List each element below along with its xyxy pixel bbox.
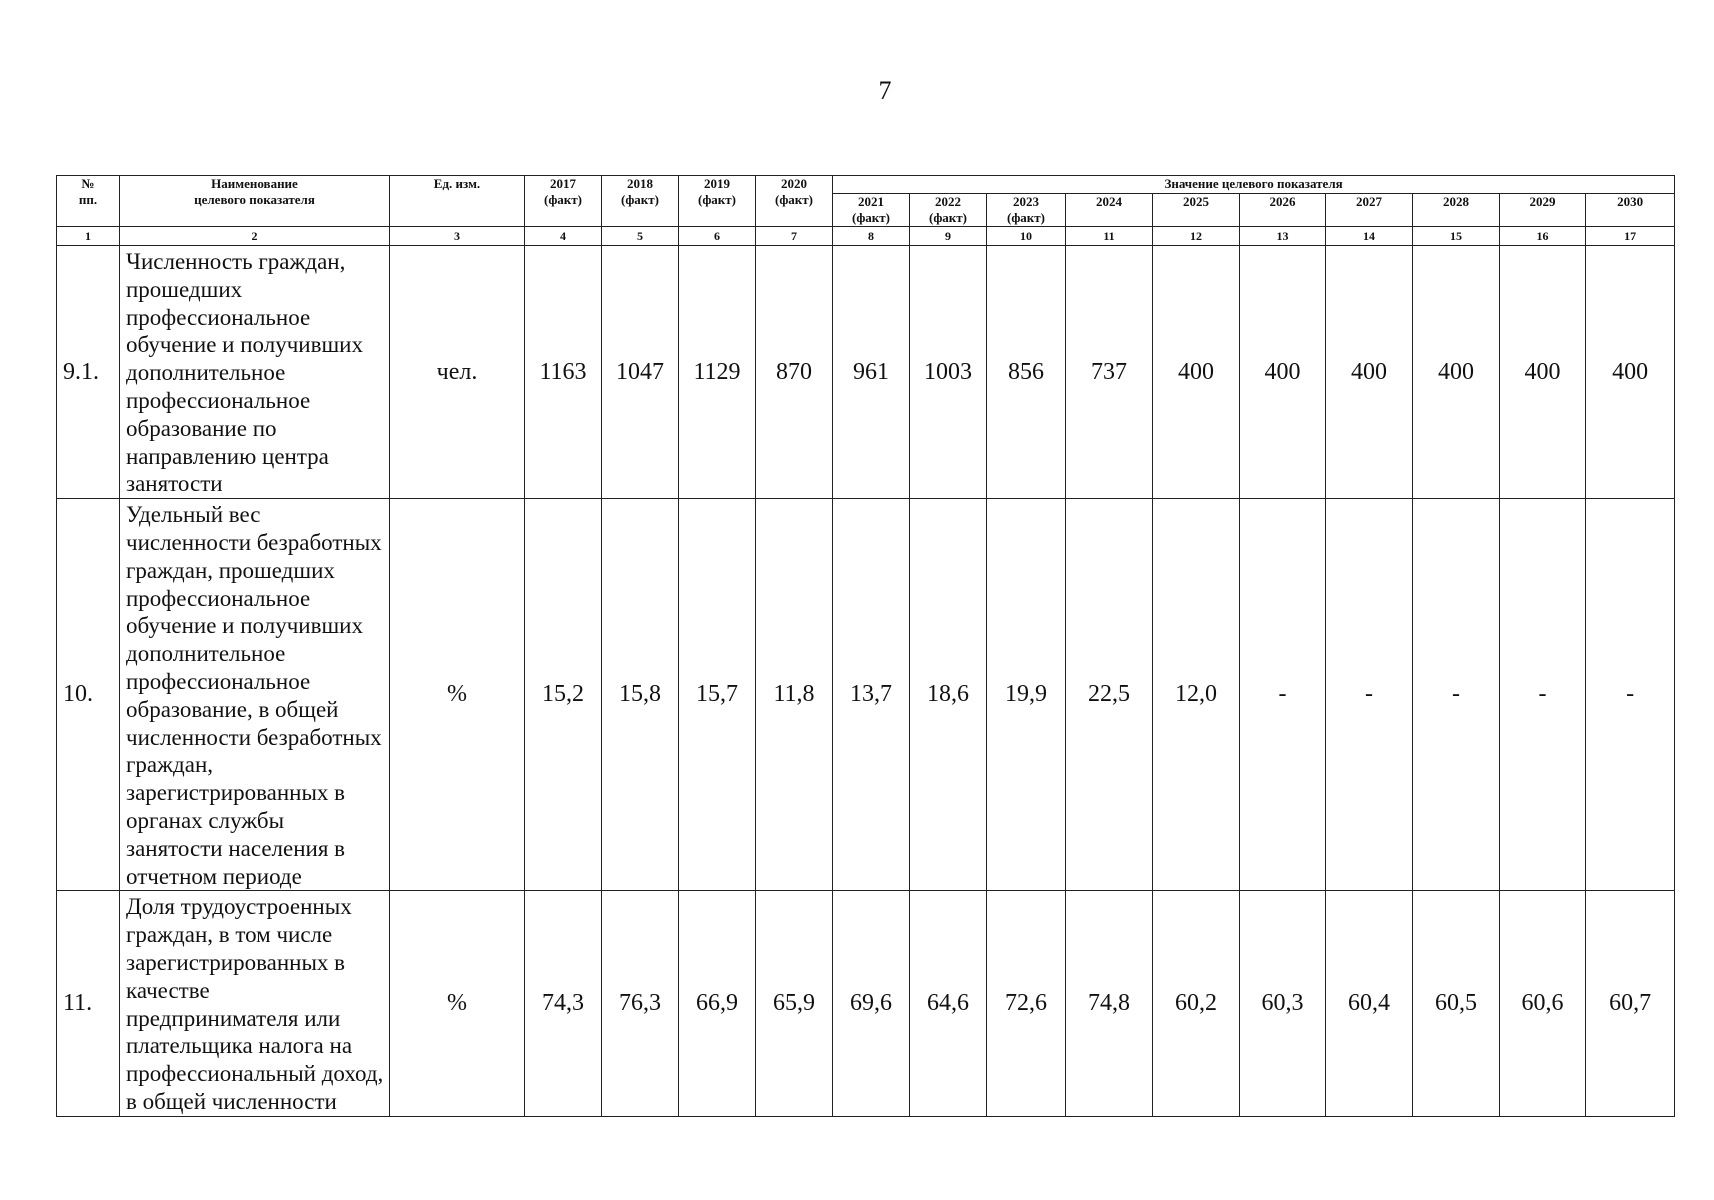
value-cell: 60,3 xyxy=(1240,891,1326,1116)
column-number: 6 xyxy=(679,227,756,246)
header-year-note: (факт) xyxy=(774,192,814,207)
value-cell: 22,5 xyxy=(1066,499,1153,891)
value-cell: 64,6 xyxy=(910,891,987,1116)
header-year-col xyxy=(602,176,679,227)
header-year-col xyxy=(1326,194,1413,227)
header-year: 2020 xyxy=(781,176,807,191)
value-cell: 15,7 xyxy=(679,499,756,891)
column-number: 3 xyxy=(390,227,525,246)
value-cell: - xyxy=(1500,499,1586,891)
column-number: 11 xyxy=(1066,227,1153,246)
header-year-note: (факт) xyxy=(928,210,968,225)
value-cell: 60,2 xyxy=(1153,891,1240,1116)
value-cell: 13,7 xyxy=(833,499,910,891)
unit: чел. xyxy=(390,246,525,499)
value-cell: 18,6 xyxy=(910,499,987,891)
column-number: 13 xyxy=(1240,227,1326,246)
header-name-text: Наименование целевого показателя xyxy=(194,176,315,207)
header-year-col xyxy=(1500,194,1586,227)
value-cell: 1047 xyxy=(602,246,679,499)
value-cell: 60,6 xyxy=(1500,891,1586,1116)
header-year: 2022 xyxy=(935,194,961,209)
indicator-name: Численность граждан, прошедших профессиональное обучение и получивших дополнительное профессиональное образование по направлению центра занятости xyxy=(120,246,390,499)
header-year: 2030 xyxy=(1617,194,1644,209)
value-cell: 15,2 xyxy=(525,499,602,891)
table-row xyxy=(57,499,1675,891)
value-cell: 400 xyxy=(1586,246,1675,499)
header-year: 2027 xyxy=(1356,194,1382,209)
header-year-col xyxy=(1240,194,1326,227)
indicator-name: Доля трудоустроенных граждан, в том числе зарегистрированных в качестве предпринимателя или плательщика налога на профессиональный доход, в общей численности xyxy=(120,891,390,1116)
value-cell: - xyxy=(1326,499,1413,891)
column-number: 1 xyxy=(57,227,120,246)
header-year: 2019 xyxy=(704,176,730,191)
header-num xyxy=(57,176,120,227)
header-year-col xyxy=(1413,194,1500,227)
target-indicators-table xyxy=(56,175,1675,1117)
header-unit xyxy=(390,176,525,227)
row-number: 9.1. xyxy=(57,246,120,499)
indicator-name: Удельный вес численности безработных граждан, прошедших профессиональное обучение и получивших дополнительное профессиональное образование, в общей численности безработных граждан, зарегистрированных в органах службы занятости населения в отчетном периоде xyxy=(120,499,390,891)
column-number: 4 xyxy=(525,227,602,246)
column-number: 10 xyxy=(987,227,1066,246)
header-year: 2024 xyxy=(1096,194,1122,209)
column-number: 12 xyxy=(1153,227,1240,246)
header-year-col xyxy=(1066,194,1153,227)
value-cell: 400 xyxy=(1240,246,1326,499)
value-cell: 60,4 xyxy=(1326,891,1413,1116)
column-number: 15 xyxy=(1413,227,1500,246)
column-number-row xyxy=(57,227,1675,246)
header-name xyxy=(120,176,390,227)
unit: % xyxy=(390,499,525,891)
value-cell: 856 xyxy=(987,246,1066,499)
value-cell: 961 xyxy=(833,246,910,499)
header-num-text: № пп. xyxy=(78,176,98,207)
header-year-col xyxy=(833,194,910,227)
header-unit-text: Ед. изм. xyxy=(433,176,481,191)
header-year-col xyxy=(1153,194,1240,227)
value-cell: - xyxy=(1413,499,1500,891)
value-cell: 60,7 xyxy=(1586,891,1675,1116)
header-year-note: (факт) xyxy=(620,192,660,207)
value-cell: 76,3 xyxy=(602,891,679,1116)
value-cell: 15,8 xyxy=(602,499,679,891)
value-cell: 737 xyxy=(1066,246,1153,499)
column-number: 9 xyxy=(910,227,987,246)
row-number: 11. xyxy=(57,891,120,1116)
header-row xyxy=(57,176,1675,194)
value-cell: 60,5 xyxy=(1413,891,1500,1116)
header-year: 2018 xyxy=(627,176,653,191)
value-cell: 12,0 xyxy=(1153,499,1240,891)
header-group-title-text: Значение целевого показателя xyxy=(1164,176,1343,191)
page-number: 7 xyxy=(878,76,892,105)
column-number: 17 xyxy=(1586,227,1675,246)
value-cell: - xyxy=(1586,499,1675,891)
value-cell: 66,9 xyxy=(679,891,756,1116)
header-year: 2028 xyxy=(1443,194,1469,209)
row-number: 10. xyxy=(57,499,120,891)
header-year: 2023 xyxy=(1013,194,1039,209)
header-year-col xyxy=(679,176,756,227)
value-cell: 400 xyxy=(1500,246,1586,499)
header-group-title xyxy=(833,176,1675,194)
header-year-note: (факт) xyxy=(543,192,583,207)
column-number: 14 xyxy=(1326,227,1413,246)
column-number: 2 xyxy=(120,227,390,246)
value-cell: 1163 xyxy=(525,246,602,499)
header-year-col xyxy=(756,176,833,227)
unit: % xyxy=(390,891,525,1116)
value-cell: 400 xyxy=(1413,246,1500,499)
header-year: 2025 xyxy=(1183,194,1209,209)
value-cell: 72,6 xyxy=(987,891,1066,1116)
value-cell: 65,9 xyxy=(756,891,833,1116)
column-number: 5 xyxy=(602,227,679,246)
table-row xyxy=(57,246,1675,499)
value-cell: 74,8 xyxy=(1066,891,1153,1116)
value-cell: 400 xyxy=(1153,246,1240,499)
header-year: 2017 xyxy=(550,176,576,191)
header-year-col xyxy=(1586,194,1675,227)
value-cell: 1129 xyxy=(679,246,756,499)
header-year-col xyxy=(987,194,1066,227)
header-year: 2026 xyxy=(1269,194,1296,209)
value-cell: 69,6 xyxy=(833,891,910,1116)
value-cell: - xyxy=(1240,499,1326,891)
column-number: 16 xyxy=(1500,227,1586,246)
value-cell: 400 xyxy=(1326,246,1413,499)
value-cell: 870 xyxy=(756,246,833,499)
header-year-col xyxy=(525,176,602,227)
value-cell: 11,8 xyxy=(756,499,833,891)
value-cell: 74,3 xyxy=(525,891,602,1116)
column-number: 7 xyxy=(756,227,833,246)
value-cell: 19,9 xyxy=(987,499,1066,891)
header-year-note: (факт) xyxy=(851,210,891,225)
header-year-note: (факт) xyxy=(1006,210,1046,225)
header-year: 2021 xyxy=(858,194,884,209)
table-row xyxy=(57,891,1675,1116)
column-number: 8 xyxy=(833,227,910,246)
header-year-col xyxy=(910,194,987,227)
value-cell: 1003 xyxy=(910,246,987,499)
header-year: 2029 xyxy=(1529,194,1556,209)
header-year-note: (факт) xyxy=(697,192,737,207)
